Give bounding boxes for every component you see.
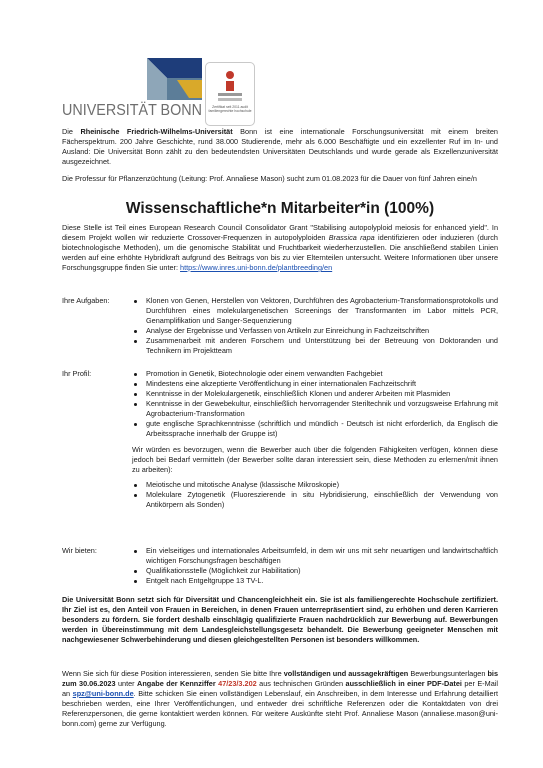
list-item: Molekulare Zytogenetik (Fluoreszierende in situ Hybridisierung, einschließlich der Verwendung von Antikörpern als Sonden) xyxy=(132,490,498,510)
list-item: Mindestens eine akzeptierte Veröffentlichung in einer internationalen Fachzeitschrift xyxy=(132,379,498,389)
list-item: gute englische Sprachkenntnisse (schriftlich und mündlich - Deutsch ist nicht erforderlich, da Englisch die Arbeitssprache innerhalb der Gruppe ist) xyxy=(132,419,498,439)
apply-text-l: . Bitte schicken Sie einen vollständigen Lebenslauf, ein Anschreiben, in dem Interesse und Erfahrung detailliert beschrieben werden, eine Ihrer Veröffentlichungen, und entweder drei schriftliche Referenzen oder die Kontaktdaten von drei Referenzpersonen, die gerne kontaktiert werden können. Für weitere Auskünfte steht Prof. Annaliese Mason (annaliese.mason@uni-bonn.com) gerne zur Verfügung. xyxy=(62,689,498,728)
tasks-label: Ihre Aufgaben: xyxy=(62,296,110,305)
diversity-statement: Die Universität Bonn setzt sich für Diversität und Chancengleichheit ein. Sie ist als familiengerechte Hochschule zertifiziert. Ihr Ziel ist es, den Anteil von Frauen in Bereichen, in denen Frauen unterrepräsentiert sind, zu erhöhen und deren Karrieren besonders zu fördern. Sie fordert deshalb einschlägig qualifizierte Frauen nachdrücklich zur Bewerbung auf. Bewerbungen werden in Übereinstimmung mit dem Landesgleichstellungsgesetz behandelt. Die Bewerbung geeigneter Menschen mit nachgewiesener Schwerbehinderung und diesen gleichgestellten Personen ist besonders willkommen. xyxy=(62,595,498,644)
profile-label: Ihr Profil: xyxy=(62,369,92,378)
offer-list xyxy=(132,546,498,586)
tasks-list xyxy=(132,296,498,356)
list-item: Ein vielseitiges und internationales Arbeitsumfeld, in dem wir uns mit sehr neuartigen und landwirtschaftlich wichtigen Forschungsfragen beschäftigen xyxy=(132,546,498,566)
profile-list xyxy=(132,369,498,439)
position-intro-paragraph: Die Professur für Pflanzenzüchtung (Leitung: Prof. Annaliese Mason) sucht zum 01.08.2023 für die Dauer von fünf Jahren eine/n xyxy=(62,174,477,183)
apply-text-a: Wenn Sie sich für diese Position interessieren, senden Sie bitte Ihre xyxy=(62,669,284,678)
intro-university-name: Rheinische Friedrich-Wilhelms-Universität xyxy=(80,127,233,136)
page-title: Wissenschaftliche*n Mitarbeiter*in (100%) xyxy=(125,200,435,217)
preferred-skills-intro: Wir würden es bevorzugen, wenn die Bewerber auch über die folgenden Fähigkeiten verfügen, können diese jedoch bei Bedarf vermitteln (der Bewerber sollte daran interessiert sein, diese Methoden zu erlernen/mit ihnen zu arbeiten): xyxy=(132,445,498,474)
apply-text-j: per E-Mail an xyxy=(62,679,498,698)
apply-text-h: aus technischen Gründen xyxy=(256,679,346,688)
apply-deadline: bis zum 30.06.2023 xyxy=(62,669,499,688)
list-item: Meiotische und mitotische Analyse (klassische Mikroskopie) xyxy=(132,480,498,490)
application-instructions xyxy=(62,669,498,729)
list-item: Analyse der Ergebnisse und Verfassen von Artikeln zur Einreichung in Fachzeitschriften xyxy=(132,326,498,336)
apply-text-b: vollständigen und aussagekräftigen xyxy=(283,669,409,678)
apply-text-i: ausschließlich in einer PDF-Datei xyxy=(345,679,462,688)
intro-prefix: Die xyxy=(62,127,81,136)
research-group-link[interactable]: https://www.inres.uni-bonn.de/plantbreeding/en xyxy=(180,263,333,272)
family-certificate-caption: Zertifikat seit 2011 audit familiengerechte hochschule xyxy=(208,105,252,113)
apply-text-c: Bewerbungsunterlagen xyxy=(408,669,488,678)
intro-paragraph xyxy=(62,127,498,167)
reference-number: 47/23/3.202 xyxy=(218,679,257,688)
list-item: Klonen von Genen, Herstellen von Vektoren, Durchführen des Agrobacterium-Transformationsprotokolls und Durchführen eines molekulargenetischen Screenings der Transformanten im Labor mittels PCR, Genamplifikation und Sanger-Sequenzierung xyxy=(132,296,498,326)
list-item: Kenntnisse in der Gewebekultur, einschließlich hervorragender Steriltechnik und vorzugsweise Erfahrung mit Agrobacterium-Transformation xyxy=(132,399,498,419)
list-item: Promotion in Genetik, Biotechnologie oder einem verwandten Fachgebiet xyxy=(132,369,498,379)
apply-text-e: unter xyxy=(115,679,138,688)
list-item: Entgelt nach Entgeltgruppe 13 TV-L. xyxy=(132,576,498,586)
apply-text-f: Angabe der Kennziffer xyxy=(137,679,216,688)
project-species: Brassica rapa xyxy=(328,233,375,242)
project-text-b: identifizieren oder induzieren (durch biotechnologische Methoden), um die genomische Stabilität und Fruchtbarkeit wiederherzustellen. Die anschließend stabilen Linien werden auf eine erhöhte Hybridkraft aufgrund des Beitrags von bis zu vier Elternteilen untersucht. Weitere Informationen über unsere Forschungsgruppe finden Sie unter: xyxy=(62,233,498,272)
list-item: Qualifikationsstelle (Möglichkeit zur Habilitation) xyxy=(132,566,498,576)
list-item: Zusammenarbeit mit anderen Forschern und Unterstützung bei der Betreuung von Doktoranden und Technikern im Projektteam xyxy=(132,336,498,356)
application-email-link[interactable]: spz@uni-bonn.de xyxy=(72,689,134,698)
list-item: Kenntnisse in der Molekulargenetik, einschließlich Klonen und anderer Arbeiten mit Plasmiden xyxy=(132,389,498,399)
university-logo-text: UNIVERSITÄT BONN xyxy=(62,102,202,119)
preferred-skills-list xyxy=(132,480,498,510)
project-text-a: Diese Stelle ist Teil eines European Research Council Consolidator Grant "Stabilising autopolyploid meiosis for enhanced yield". In diesem Projekt wollen wir reduzierte Crossover-Frequenzen in autopolyploiden xyxy=(62,223,498,242)
family-certificate-icon xyxy=(215,69,245,103)
project-paragraph xyxy=(62,223,498,273)
family-friendly-certificate-logo xyxy=(205,62,255,126)
university-logo-wordmark xyxy=(62,99,204,119)
offer-label: Wir bieten: xyxy=(62,546,97,555)
intro-rest: Bonn ist eine internationale Forschungsuniversität mit einem breiten Fächerspektrum. 200 Jahre Geschichte, rund 38.000 Studierende, mehr als 6.000 Beschäftigte und ein exzellenter Ruf im In- und Ausland: Die Universität Bonn zählt zu den bedeutendsten Universitäten Deutschlands und wurde gerade als Exzellenzuniversität ausgezeichnet. xyxy=(62,127,498,166)
university-logo-graphic-icon xyxy=(147,58,202,100)
